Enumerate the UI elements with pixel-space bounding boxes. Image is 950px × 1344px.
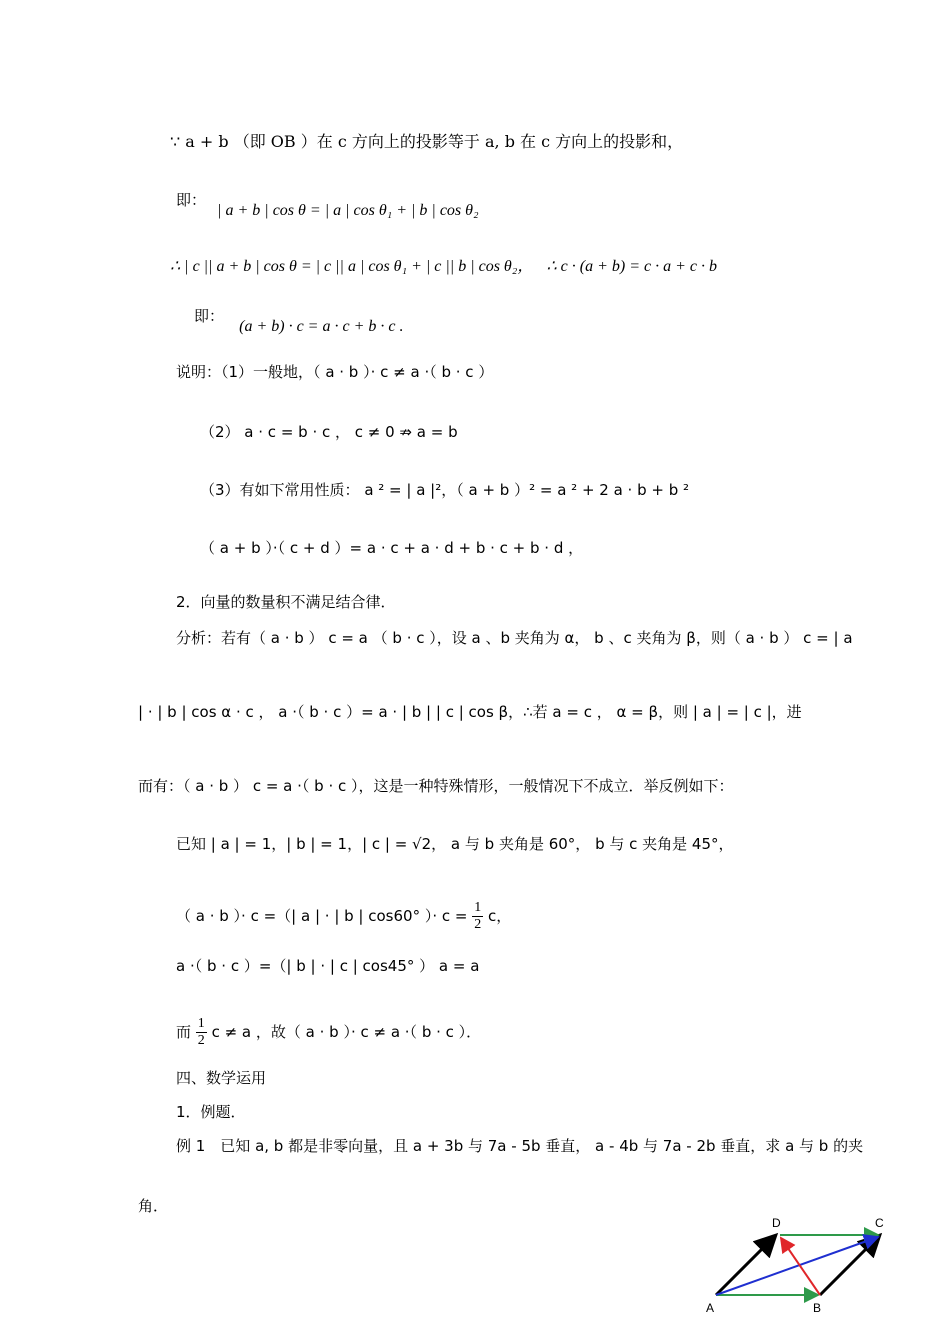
fraction-numerator: 1: [474, 900, 482, 915]
text-line-8: （ a + b ）·（ c + d ）= a · c + a · d + b · c + b · d ，: [200, 539, 584, 557]
text-line-4: [194, 306, 404, 335]
example-1-text-cont: 角．: [138, 1197, 169, 1215]
vector-bc: [820, 1235, 880, 1295]
formula-3b: ∴ c · (a + b) = c · a + c · b: [546, 258, 717, 275]
fraction-numerator-2: 1: [197, 1016, 205, 1031]
text-line-6: （2） a · c = b · c ， c ≠ 0 ⇏ a = b: [200, 423, 458, 441]
label-d: D: [772, 1216, 781, 1230]
example-1-text: 例 1 已知 a, b 都是非零向量，且 a + 3b 与 7a - 5b 垂直， a - 4b 与 7a - 2b 垂直，求 a 与 b 的夹: [176, 1137, 864, 1155]
text-line-13: 已知 | a | = 1，| b | = 1，| c | = √2， a 与 b 夹角是 60°， b 与 c 夹角是 45°，: [176, 835, 734, 853]
label-a: A: [706, 1301, 715, 1315]
vector-ad: [716, 1235, 776, 1295]
text-line-10: 分析：若有（ a · b ） c = a （ b · c ），设 a 、b 夹角为 α， b 、c 夹角为 β，则（ a · b ） c = | a: [176, 629, 853, 647]
text-line-3: [170, 256, 717, 277]
text-line-7: （3）有如下常用性质： a ² = | a |²，（ a + b ）² = a ² + 2 a · b + b ²: [200, 481, 690, 499]
counterexample-left: （ a · b ）· c =（| a | · | b | cos60° ）· c =: [176, 907, 468, 925]
subsection-example: 1．例题．: [176, 1103, 246, 1121]
fraction-denominator: 2: [474, 917, 482, 932]
text-line-16: [176, 1016, 481, 1049]
text-line-14: [176, 900, 511, 933]
counterexample-left-tail: c，: [488, 907, 512, 925]
fraction-half: [472, 900, 483, 933]
vector-bd: [781, 1238, 820, 1295]
text-line-5: 说明：（1）一般地，（ a · b ）· c ≠ a ·（ b · c ）: [176, 363, 494, 381]
section-heading-2: 2．向量的数量积不满足结合律．: [176, 593, 396, 611]
text-line-2: [176, 190, 479, 219]
label-ji-2: 即：: [194, 307, 225, 325]
conclusion-text: c ≠ a ，故（ a · b ）· c ≠ a ·（ b · c ）．: [211, 1023, 482, 1041]
section-heading-4: 四、数学运用: [176, 1069, 267, 1087]
text-line-11: | · | b | cos α · c ， a ·（ b · c ）= a · | b | | c | cos β，∴若 a = c ， α = β，则 | a | = | c |，进: [138, 703, 802, 721]
fraction-half-2: [196, 1016, 207, 1049]
text-line-1: ∵ a + b （即 OB ）在 c 方向上的投影等于 a, b 在 c 方向上的投影和，: [170, 132, 684, 151]
text-line-15: a ·（ b · c ）=（| b | · | c | cos45° ） a = a: [176, 957, 480, 975]
projection-formula: | a + b | cos θ = | a | cos θ₁ + | b | cos θ₂: [217, 202, 479, 219]
vector-ac: [716, 1237, 878, 1295]
formula-3a: ∴ | c || a + b | cos θ = | c || a | cos θ₁ + | c || b | cos θ₂，: [170, 258, 534, 275]
distributive-formula: (a + b) · c = a · c + b · c .: [239, 318, 404, 335]
fraction-denominator-2: 2: [197, 1033, 205, 1048]
label-b: B: [813, 1301, 822, 1315]
text-line-12: 而有：（ a · b ） c = a ·（ b · c ），这是一种特殊情形，一般情况下不成立．举反例如下：: [138, 777, 734, 795]
parallelogram-figure: [700, 1212, 900, 1324]
label-c: C: [875, 1216, 884, 1230]
label-ji: 即：: [176, 191, 207, 209]
conclusion-prefix: 而: [176, 1023, 192, 1041]
